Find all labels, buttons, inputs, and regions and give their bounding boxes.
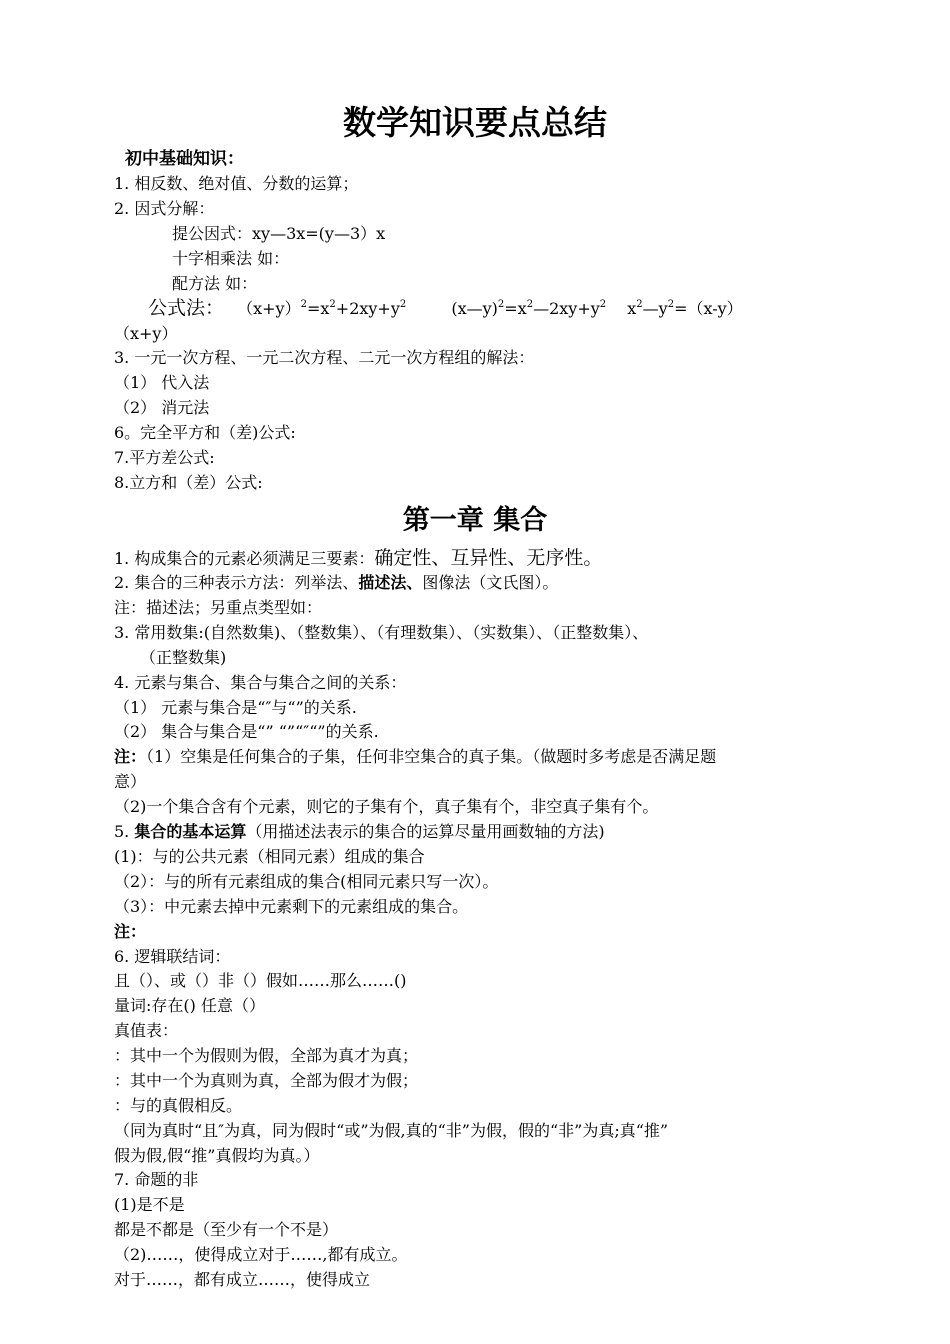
text-line: ：与的真假相反。 <box>114 1096 243 1115</box>
text-span: 1. 构成集合的元素必须满足三要素： <box>114 549 375 568</box>
formula-text: —y <box>642 299 668 318</box>
text-span: （1）空集是任何集合的子集，任何非空集合的真子集。（做题时多考虑是否满足题 <box>146 747 717 766</box>
text-line: 1. 相反数、绝对值、分数的运算； <box>114 174 359 193</box>
formula-text: +2xy+y <box>335 299 400 318</box>
text-line: 8.立方和（差）公式: <box>114 473 263 492</box>
section-heading: 初中基础知识： <box>125 149 244 169</box>
text-span: （用描述法表示的集合的运算尽量用画数轴的方法) <box>246 822 605 841</box>
text-line: （1） 元素与集合是“″与“”的关系. <box>114 698 357 717</box>
text-line <box>114 546 602 571</box>
text-line: 都是不都是（至少有一个不是） <box>114 1220 339 1239</box>
text-line: 量词:存在() 任意（） <box>114 996 265 1015</box>
text-line: ：其中一个为真则为真，全部为假才为假； <box>114 1071 419 1090</box>
text-line: 7. 命题的非 <box>114 1170 199 1189</box>
superscript: 2 <box>599 299 607 310</box>
text-line: 假为假,假“推”真假均为真。） <box>114 1146 320 1165</box>
superscript: 2 <box>399 299 407 310</box>
superscript: 2 <box>329 299 336 310</box>
text-line: （1） 代入法 <box>114 373 210 392</box>
superscript: 2 <box>667 299 675 310</box>
text-line: （正整数集) <box>140 648 227 667</box>
formula-text: =x <box>504 299 527 318</box>
text-line: （同为真时“且″为真，同为假时“或”为假,真的“非”为假，假的“非”为真;真“推” <box>114 1121 669 1140</box>
text-line: （x+y） <box>114 324 178 343</box>
text-line <box>114 571 558 595</box>
text-line: (1)是不是 <box>114 1195 185 1214</box>
formula-label: 公式法： <box>148 297 225 319</box>
text-line: （2）：与的所有元素组成的集合(相同元素只写一次）。 <box>114 872 499 891</box>
text-line: （2)……，使得成立对于……,都有成立。 <box>114 1245 408 1264</box>
text-line: 配方法 如： <box>172 274 258 293</box>
text-line: 3. 一元一次方程、一元二次方程、二元一次方程组的解法： <box>114 348 535 367</box>
text-line: 对于……，都有成立……，使得成立 <box>114 1270 371 1289</box>
text-span: 确定性、互异性、无序性。 <box>374 547 603 569</box>
superscript: 2 <box>300 299 307 310</box>
text-line: （2） 消元法 <box>114 398 210 417</box>
document-title: 数学知识要点总结 <box>343 103 607 142</box>
text-line: 6。完全平方和（差)公式: <box>114 423 296 442</box>
text-line: 意） <box>114 772 147 791</box>
formula-text: —2xy+y <box>533 299 600 318</box>
text-line: 注：描述法；另重点类型如： <box>114 598 323 617</box>
formula-text: =（x-y） <box>674 299 743 318</box>
text-line: （2） 集合与集合是“” “”“″“”的关系. <box>114 722 379 741</box>
text-line: 提公因式：xy—3x=(y—3）x <box>172 224 386 243</box>
text-line: 且（）、或（）非（）假如……那么……() <box>114 971 407 990</box>
text-span-bold: 描述法、 <box>358 573 423 592</box>
text-line <box>114 745 716 769</box>
text-line: （3）：中元素去掉中元素剩下的元素组成的集合。 <box>114 897 469 916</box>
text-line: (1)：与的公共元素（相同元素）组成的集合 <box>114 847 425 866</box>
formula-text: x <box>627 299 637 318</box>
text-line: 十字相乘法 如： <box>172 249 290 268</box>
formula-line <box>148 296 743 321</box>
text-line: ：其中一个为假则为假，全部为真才为真； <box>114 1046 419 1065</box>
formula-text: （x+y） <box>237 299 301 318</box>
superscript: 2 <box>636 299 643 310</box>
text-line: 7.平方差公式: <box>114 448 215 467</box>
text-span-bold: 集合的基本运算 <box>134 822 247 841</box>
text-span: 5. <box>114 822 135 841</box>
text-line: （2)一个集合含有个元素，则它的子集有个，真子集有个，非空真子集有个。 <box>114 797 659 816</box>
text-line: 2. 因式分解： <box>114 199 215 218</box>
text-span: 图像法（文氏图）。 <box>422 573 559 592</box>
text-span: 2. 集合的三种表示方法：列举法、 <box>114 573 359 592</box>
text-line: 4. 元素与集合、集合与集合之间的关系： <box>114 673 407 692</box>
superscript: 2 <box>497 299 505 310</box>
text-line: 3. 常用数集:(自然数集)、（整数集）、（有理数集）、（实数集）、（正整数集）、 <box>114 623 649 642</box>
note-label: 注： <box>114 922 147 941</box>
superscript: 2 <box>526 299 534 310</box>
text-line: 真值表： <box>114 1021 179 1040</box>
note-label: 注： <box>114 747 147 766</box>
formula-text: (x—y) <box>451 299 498 318</box>
text-line: 6. 逻辑联结词： <box>114 947 231 966</box>
text-line <box>114 820 605 844</box>
formula-text: =x <box>306 299 330 318</box>
chapter-title: 第一章 集合 <box>402 505 548 536</box>
